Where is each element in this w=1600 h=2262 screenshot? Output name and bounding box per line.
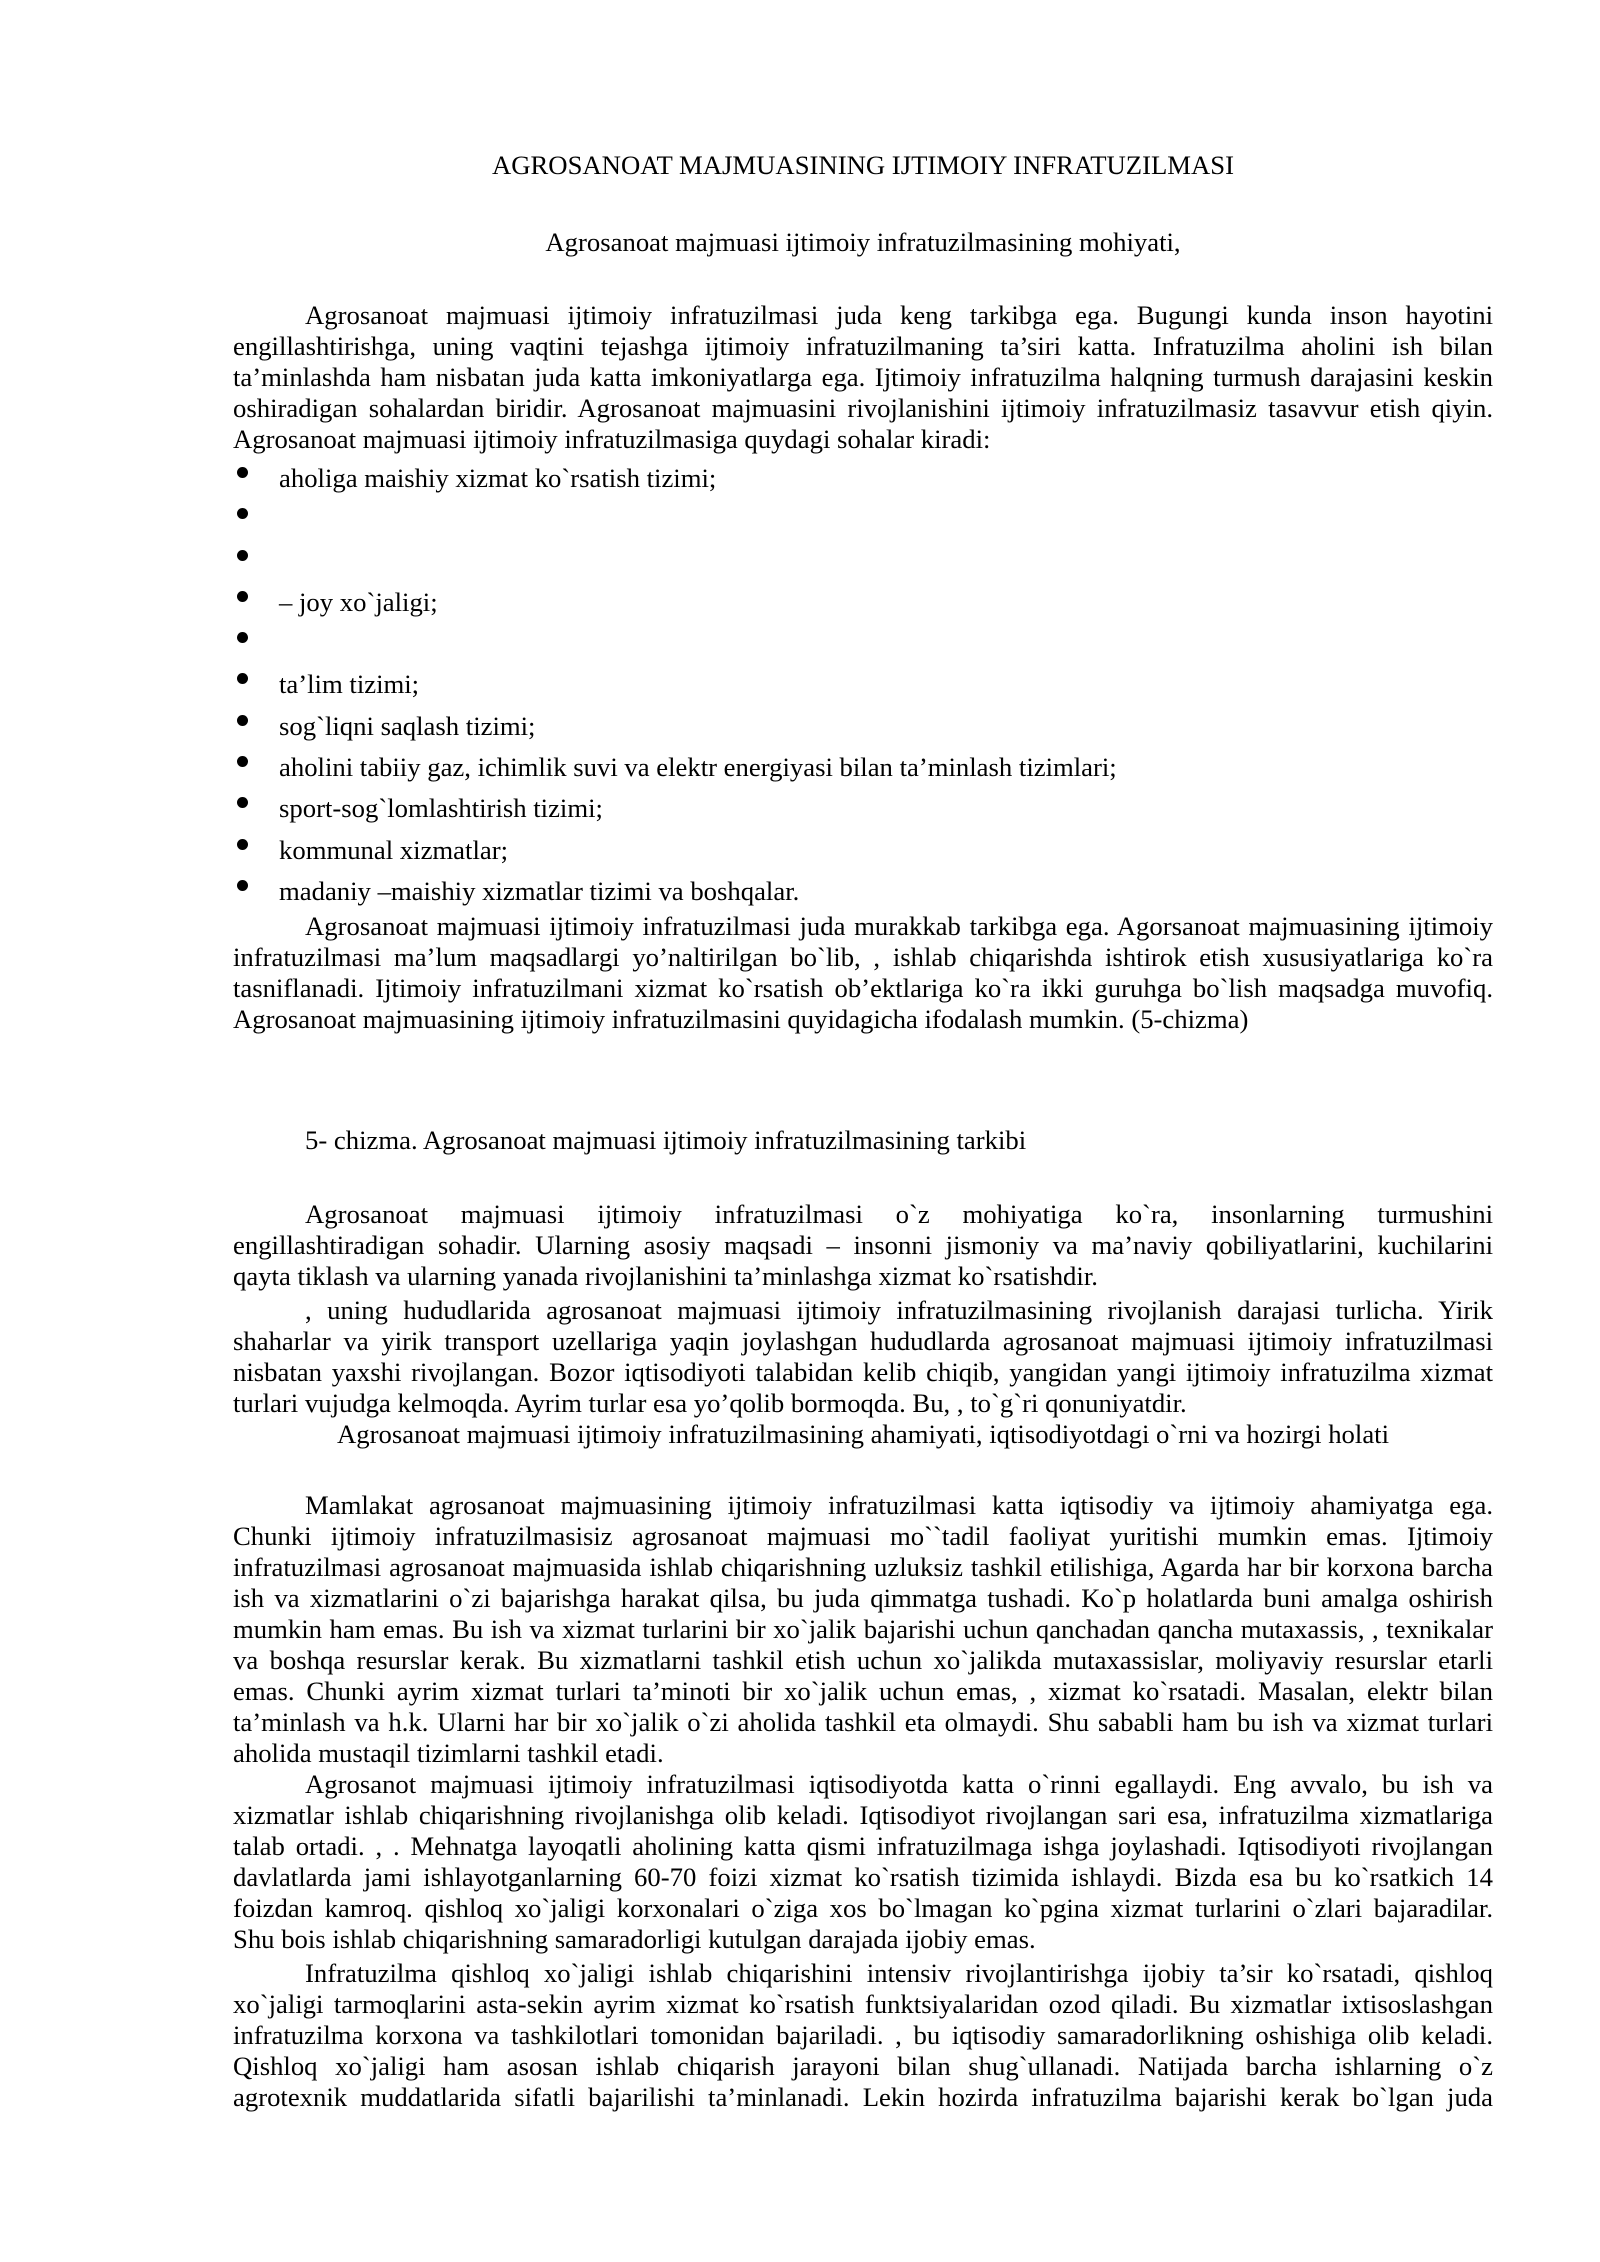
paragraph-line: foizdan kamroq. qishloq xo`jaligi korxonalari o`ziga xos bo`lmagan ko`pgina xizmat turlarini o`zlari bajaradilar. [233, 1893, 1493, 1923]
paragraph-line: aholida mustaqil tizimlarni tashkil etadi. [233, 1738, 664, 1768]
paragraph-line: Qishloq xo`jaligi ham asosan ishlab chiqarish jarayoni bilan shug`ullanadi. Natijada barcha ishlarning o`z [233, 2051, 1493, 2081]
list-item [233, 541, 1493, 582]
list-item-text: aholini tabiiy gaz, ichimlik suvi va elektr energiyasi bilan ta’minlash tizimlari; [279, 752, 1117, 783]
paragraph-line: xo`jaligi tarmoqlarini asta-sekin ayrim xizmat ko`rsatish funktsiyalaridan ozod qiladi. Bu xizmatlar ixtisoslashgan [233, 1989, 1493, 2019]
paragraph-line: tasniflanadi. Ijtimoiy infratuzilmani xizmat ko`rsatish ob’ektlariga ko`ra ikki guruhga bo`lish maqsadga muvofiq. [233, 973, 1493, 1003]
paragraph-line: Agrosanoat majmuasi ijtimoiy infratuzilmasi juda keng tarkibga ega. Bugungi kunda inson hayotini [305, 300, 1493, 330]
paragraph-line: Infratuzilma qishloq xo`jaligi ishlab chiqarishini intensiv rivojlantirishga ijobiy ta’sir ko`rsatadi, qishloq [305, 1958, 1493, 1988]
paragraph-line: Agrosanoat majmuasi ijtimoiy infratuzilmasi juda murakkab tarkibga ega. Agorsanoat majmuasining ijtimoiy [305, 911, 1493, 941]
paragraph-line: infratuzilma korxona va tashkilotlari tomonidan bajariladi. , bu iqtisodiy samaradorlikning oshishiga olib keladi. [233, 2020, 1493, 2050]
bullet-icon [237, 839, 248, 850]
paragraph-line: , uning hududlarida agrosanoat majmuasi ijtimoiy infratuzilmasining rivojlanish darajasi turlicha. Yirik [305, 1295, 1493, 1325]
list-item [233, 664, 1493, 705]
paragraph-line: agrotexnik muddatlarida sifatli bajarilishi ta’minlanadi. Lekin hozirda infratuzilma bajarishi kerak bo`lgan juda [233, 2082, 1493, 2112]
paragraph-essence [233, 1199, 1493, 1292]
paragraph-line: Chunki ijtimoiy infratuzilmasisiz agrosanoat majmuasi mo``tadil faoliyat yuritishi mumkin emas. Ijtimoiy [233, 1521, 1493, 1551]
paragraph-line: ish va xizmatlarini o`zi bajarishga harakat qilsa, bu juda qimmatga tushadi. Ko`p holatlarda buni amalga oshirish [233, 1583, 1493, 1613]
paragraph-line: infratuzilmasi agrosanoat majmuasida ishlab chiqarishning uzluksiz tashkil etilishiga, Agarda har bir korxona barcha [233, 1552, 1493, 1582]
paragraph-importance [233, 1490, 1493, 1769]
list-item-text: madaniy –maishiy xizmatlar tizimi va boshqalar. [279, 875, 800, 906]
bullet-icon [237, 715, 248, 726]
paragraph-line: nisbatan yaxshi rivojlangan. Bozor iqtisodiyoti talabidan kelib chiqib, yangidan yangi ijtimoiy infratuzilma xizmat [233, 1357, 1493, 1387]
list-item [233, 458, 1493, 499]
list-item [233, 706, 1493, 747]
paragraph-line: shaharlar va yirik transport uzellariga yaqin joylashgan hududlarda agrosanoat majmuasi ijtimoiy infratuzilmasi [233, 1326, 1493, 1356]
list-item-text: kommunal xizmatlar; [279, 834, 509, 865]
list-item-text: aholiga maishiy xizmat ko`rsatish tizimi; [279, 463, 717, 493]
paragraph-line: ta’minlash va h.k. Ularni har bir xo`jalik o`zi aholida tashkil eta olmaydi. Shu sababli ham bu ish va xizmat turlari [233, 1707, 1493, 1737]
bullet-icon [237, 591, 248, 602]
paragraph-line: infratuzilmasi ma’lum maqsadlargi yo’naltirilgan bo`lib, , ishlab chiqarishda ishtirok etish xususiyatlariga ko`ra [233, 942, 1493, 972]
bullet-list [233, 458, 1493, 912]
bullet-icon [237, 632, 248, 643]
bullet-icon [237, 508, 248, 519]
list-item [233, 582, 1493, 623]
paragraph-line: Agrosanoat majmuasining ijtimoiy infratuzilmasini quyidagicha ifodalash mumkin. (5-chizma) [233, 1004, 1249, 1034]
bullet-icon [237, 880, 248, 891]
list-item [233, 830, 1493, 871]
paragraph-line: xizmatlar ishlab chiqarishning rivojlanishga olib keladi. Iqtisodiyot rivojlangan sari esa, infratuzilma xizmatlariga [233, 1800, 1493, 1830]
paragraph-agriculture [233, 1958, 1493, 2113]
list-item [233, 623, 1493, 664]
paragraph-line: talab ortadi. , . Mehnatga layoqatli aholining katta qismi infratuzilmaga ishga joylashadi. Iqtisodiyoti rivojlangan [233, 1831, 1493, 1861]
paragraph-regional [233, 1295, 1493, 1419]
paragraph-intro [233, 300, 1493, 455]
bullet-icon [237, 756, 248, 767]
paragraph-line: davlatlarda jami ishlayotganlarning 60-70 foizi xizmat ko`rsatish tizimida ishlaydi. Bizda esa bu ko`rsatkich 14 [233, 1862, 1493, 1892]
paragraph-structure [233, 911, 1493, 1035]
list-item [233, 747, 1493, 788]
paragraph-line: Agrosanoat majmuasi ijtimoiy infratuzilmasiga quydagi sohalar kiradi: [233, 424, 991, 454]
bullet-icon [237, 550, 248, 561]
section-heading: Agrosanoat majmuasi ijtimoiy infratuzilmasining ahamiyati, iqtisodiyotdagi o`rni va hozirgi holati [337, 1419, 1389, 1449]
paragraph-line: engillashtirishga, uning vaqtini tejashga ijtimoiy infratuzilmaning ta’siri katta. Infratuzilma aholini ish bilan [233, 331, 1493, 361]
paragraph-line: oshiradigan sohalardan biridir. Agrosanoat majmuasini rivojlanishini ijtimoiy infratuzilmasiz tasavvur etish qiyin. [233, 393, 1493, 423]
bullet-icon [237, 467, 248, 478]
paragraph-line: emas. Chunki ayrim xizmat turlari ta’minoti bir xo`jalik uchun emas, , xizmat ko`rsatadi. Masalan, elektr bilan [233, 1676, 1493, 1706]
paragraph-line: va boshqa resurslar kerak. Bu xizmatlarni tashkil etish uchun xo`jalikda mutaxassislar, moliyaviy resurslar etarli [233, 1645, 1493, 1675]
list-item-text: ta’lim tizimi; [279, 669, 420, 700]
paragraph-line: Shu bois ishlab chiqarishning samaradorligi kutulgan darajada ijobiy emas. [233, 1924, 1036, 1954]
paragraph-line: qayta tiklash va ularning yanada rivojlanishini ta’minlashga xizmat ko`rsatishdir. [233, 1261, 1098, 1291]
paragraph-line: turlari vujudga kelmoqda. Ayrim turlar esa yo’qolib bormoqda. Bu, , to`g`ri qonuniyatdir. [233, 1388, 1187, 1418]
paragraph-line: mumkin ham emas. Bu ish va xizmat turlarini bir xo`jalik bajarishi uchun qanchadan qancha mutaxassis, , texnikalar [233, 1614, 1493, 1644]
section-subtitle: Agrosanoat majmuasi ijtimoiy infratuzilmasining mohiyati, [545, 227, 1181, 257]
paragraph-line: engillashtiradigan sohadir. Ularning asosiy maqsadi – insonni jismoniy va ma’naviy qobiliyatlarini, kuchilarini [233, 1230, 1493, 1260]
paragraph-economy-role [233, 1769, 1493, 1955]
figure-caption: 5- chizma. Agrosanoat majmuasi ijtimoiy infratuzilmasining tarkibi [305, 1125, 1027, 1155]
paragraph-line: Mamlakat agrosanoat majmuasining ijtimoiy infratuzilmasi katta iqtisodiy va ijtimoiy ahamiyatga ega. [305, 1490, 1493, 1520]
paragraph-line: Agrosanot majmuasi ijtimoiy infratuzilmasi iqtisodiyotda katta o`rinni egallaydi. Eng avvalo, bu ish va [305, 1769, 1493, 1799]
list-item [233, 871, 1493, 912]
paragraph-line: ta’minlashda ham nisbatan juda katta imkoniyatlarga ega. Ijtimoiy infratuzilma halqning turmush darajasini keskin [233, 362, 1493, 392]
document-title: AGROSANOAT MAJMUASINING IJTIMOIY INFRATUZILMASI [491, 150, 1235, 180]
paragraph-line: Agrosanoat majmuasi ijtimoiy infratuzilmasi o`z mohiyatiga ko`ra, insonlarning turmushini [305, 1199, 1493, 1229]
list-item-text: sport-sog`lomlashtirish tizimi; [279, 793, 603, 824]
list-item [233, 499, 1493, 540]
list-item-text: – joy xo`jaligi; [279, 586, 438, 617]
list-item-text: sog`liqni saqlash tizimi; [279, 710, 536, 741]
list-item [233, 788, 1493, 829]
